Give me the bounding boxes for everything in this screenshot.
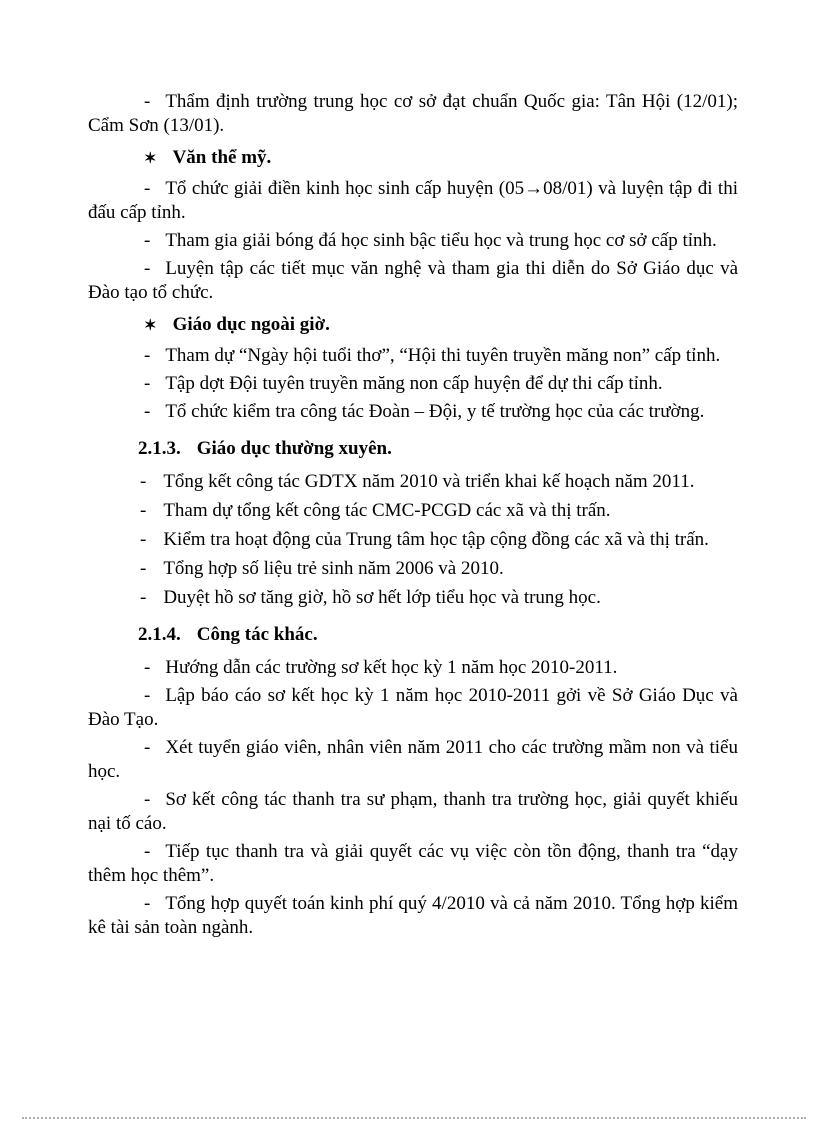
- paragraph-text: Thẩm định trường trung học cơ sở đạt chuẩn Quốc gia: Tân Hội (12/01); Cẩm Sơn (13/01).: [88, 91, 738, 136]
- dash-bullet: -: [140, 500, 147, 521]
- heading-text: Văn thể mỹ.: [172, 147, 272, 168]
- section-heading: [138, 623, 738, 647]
- dash-bullet: -: [144, 345, 151, 366]
- document-body: [88, 90, 738, 944]
- list-item-text: Tham dự tổng kết công tác CMC-PCGD các xã và thị trấn.: [163, 500, 611, 521]
- list-item-text: Kiểm tra hoạt động của Trung tâm học tập cộng đồng các xã và thị trấn.: [163, 529, 709, 550]
- dash-bullet: -: [140, 558, 147, 579]
- dash-bullet: -: [144, 91, 151, 112]
- paragraph-text: Tập dợt Đội tuyên truyền măng non cấp huyện để dự thi cấp tỉnh.: [165, 373, 663, 394]
- paragraph: [88, 229, 738, 253]
- paragraph-text: Tổng hợp quyết toán kinh phí quý 4/2010 và cả năm 2010. Tổng hợp kiểm kê tài sản toàn ngành.: [88, 893, 738, 938]
- paragraph-text: Hướng dẫn các trường sơ kết học kỳ 1 năm học 2010-2011.: [165, 657, 618, 678]
- dash-bullet: -: [144, 230, 151, 251]
- paragraph: [88, 257, 738, 305]
- section-heading: [138, 437, 738, 461]
- dash-bullet: -: [140, 529, 147, 550]
- star-bullet-icon: ✶: [144, 151, 157, 167]
- paragraph: [88, 344, 738, 368]
- list-item-text: Tổng kết công tác GDTX năm 2010 và triển khai kế hoạch năm 2011.: [163, 471, 695, 492]
- heading-text: Giáo dục ngoài giờ.: [172, 314, 330, 335]
- dash-bullet: -: [144, 685, 151, 706]
- paragraph: [88, 840, 738, 888]
- paragraph-text: Tham dự “Ngày hội tuổi thơ”, “Hội thi tuyên truyền măng non” cấp tỉnh.: [165, 345, 721, 366]
- star-bullet-icon: ✶: [144, 318, 157, 334]
- paragraph: [88, 177, 738, 225]
- dash-bullet: -: [144, 789, 151, 810]
- dash-bullet: -: [144, 737, 151, 758]
- page-break-line: [22, 1117, 806, 1119]
- paragraph-text: Luyện tập các tiết mục văn nghệ và tham gia thi diễn do Sở Giáo dục và Đào tạo tổ chức.: [88, 258, 738, 303]
- paragraph-text: Xét tuyển giáo viên, nhân viên năm 2011 cho các trường mầm non và tiểu học.: [88, 737, 738, 782]
- section-number: 2.1.4.: [138, 624, 181, 645]
- paragraph-text: Tham gia giải bóng đá học sinh bậc tiểu học và trung học cơ sở cấp tỉnh.: [165, 230, 717, 251]
- paragraph: [88, 892, 738, 940]
- paragraph: [88, 788, 738, 836]
- paragraph: [88, 400, 738, 424]
- heading-text: Giáo dục thường xuyên.: [196, 438, 392, 459]
- list-item: [140, 528, 738, 552]
- paragraph-text: Tiếp tục thanh tra và giải quyết các vụ việc còn tồn động, thanh tra “dạy thêm học thêm”.: [88, 841, 738, 886]
- list-item-text: Duyệt hồ sơ tăng giờ, hồ sơ hết lớp tiểu học và trung học.: [163, 587, 601, 608]
- paragraph-text: Lập báo cáo sơ kết học kỳ 1 năm học 2010-2011 gởi về Sở Giáo Dục và Đào Tạo.: [88, 685, 738, 730]
- dash-bullet: -: [140, 587, 147, 608]
- dash-bullet: -: [144, 178, 151, 199]
- list-item: [140, 557, 738, 581]
- dash-bullet: -: [144, 657, 151, 678]
- dash-bullet: -: [140, 471, 147, 492]
- dash-bullet: -: [144, 258, 151, 279]
- list-item-text: Tổng hợp số liệu trẻ sinh năm 2006 và 2010.: [163, 558, 504, 579]
- paragraph: [88, 372, 738, 396]
- dash-bullet: -: [144, 401, 151, 422]
- subsection-heading: [88, 146, 738, 171]
- dash-bullet: -: [144, 841, 151, 862]
- heading-text: Công tác khác.: [196, 624, 318, 645]
- list-item: [140, 470, 738, 494]
- list-item: [140, 586, 738, 610]
- dash-bullet: -: [144, 893, 151, 914]
- section-number: 2.1.3.: [138, 438, 181, 459]
- paragraph: [88, 684, 738, 732]
- subsection-heading: [88, 313, 738, 338]
- paragraph: [88, 90, 738, 138]
- list-item: [140, 499, 738, 523]
- dash-bullet: -: [144, 373, 151, 394]
- paragraph-text: Sơ kết công tác thanh tra sư phạm, thanh tra trường học, giải quyết khiếu nại tố cáo.: [88, 789, 738, 834]
- paragraph: [88, 656, 738, 680]
- paragraph-text: Tổ chức kiểm tra công tác Đoàn – Đội, y tế trường học của các trường.: [165, 401, 705, 422]
- paragraph: [88, 736, 738, 784]
- paragraph-text: Tổ chức giải điền kinh học sinh cấp huyện (05→08/01) và luyện tập đi thi đấu cấp tỉnh.: [88, 178, 738, 223]
